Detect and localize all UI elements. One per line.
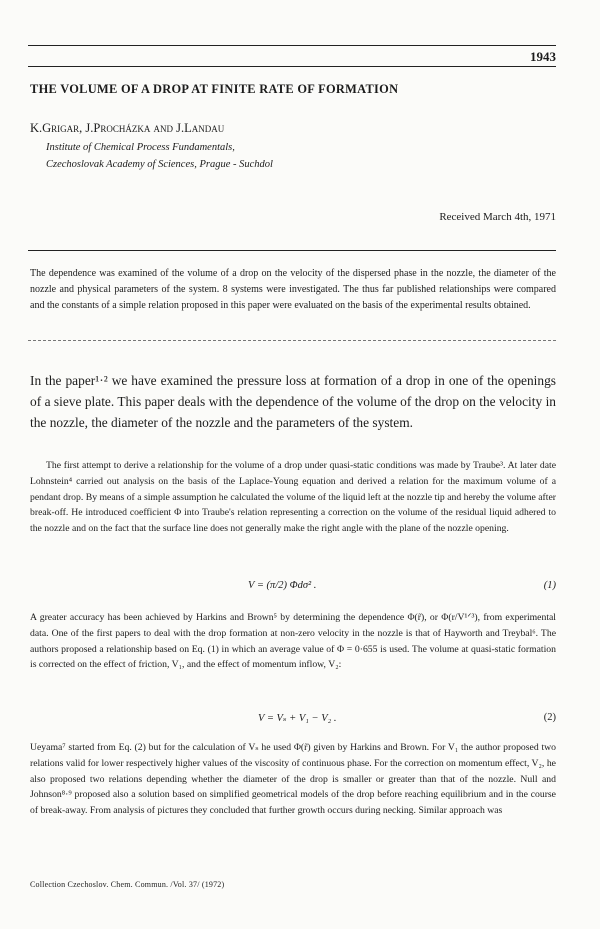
article-title: THE VOLUME OF A DROP AT FINITE RATE OF FORMATION (30, 82, 399, 96)
abstract-rule-bottom (28, 340, 556, 341)
received-date: Received March 4th, 1971 (439, 211, 556, 223)
header-rule-lower (28, 66, 556, 67)
intro-paragraph: In the paper¹·² we have examined the pressure loss at formation of a drop in one of the openings of a sieve plate. This paper deals with the dependence of the volume of the drop on the velocity in the nozzle, the diameter of the nozzle and the parameters of the system. (30, 373, 556, 430)
affiliation-line-1: Institute of Chemical Process Fundamentals, (46, 142, 235, 153)
article-authors: K.Grigar, J.Procházka and J.Landau (30, 121, 225, 135)
abstract: The dependence was examined of the volume of a drop on the velocity of the dispersed phase in the nozzle, the diameter of the nozzle and physical parameters of the system. 8 systems were investigated. The thus far published relationships were compared and the constants of a simple relation proposed in this paper were evaluated on the basis of the experimental results obtained. (30, 268, 556, 311)
equation-1-body: V = (π/2) Φdσ² . (248, 580, 317, 591)
affiliation-line-2: Czechoslovak Academy of Sciences, Prague - Suchdol (46, 159, 273, 170)
body-paragraph-2: A greater accuracy has been achieved by Harkins and Brown⁵ by determining the dependence Φ(r̃), or Φ(r/V¹ᐟ³), from experimental data. One of the first papers to deal with the drop formation at non-zero velocity in the nozzle is that of Hayworth and Treybal⁶. The authors proposed a relationship based on Eq. (1) in which an average value of Φ = 0·655 is used. The volume at quasi-static formation is corrected on the effect of friction, V₁, and the effect of momentum inflow, V₂: (30, 612, 556, 671)
body-paragraph-1: The first attempt to derive a relationship for the volume of a drop under quasi-static conditions was made by Traube³. At later date Lohnstein⁴ carried out analysis on the basis of the Laplace-Young equation and derived a relation for the maximum volume of a pendant drop. By means of a simple assumption he calculated the volume of the liquid left at the nozzle tip and hereby the volume after break-off. He introduced coefficient Φ into Traube's relation representing a correction on the volume of the residual liquid adhered to the nozzle and on the fact that the surface line does not generally make the right angle with the plane of the nozzle opening. (30, 460, 556, 535)
journal-citation: Collection Czechoslov. Chem. Commun. /Vol. 37/ (1972) (30, 880, 225, 889)
equation-1-number: (1) (543, 580, 556, 591)
header-rule (28, 45, 556, 46)
abstract-rule-top (28, 250, 556, 251)
equation-2-number: (2) (543, 712, 556, 723)
body-paragraph-3: Ueyama⁷ started from Eq. (2) but for the calculation of Vₛ he used Φ(r̃) given by Harkins and Brown. For V₁ the author proposed two relations valid for lower respectively higher values of the viscosity of continuous phase. For the correction on momentum effect, V₂, he also proposed two relations depending whether the diameter of the drop is smaller or greater than that of the nozzle. Null and Johnson⁸·⁹ proposed also a solution based on simplified geometrical models of the drop before reaching equilibrium and in the course of break-away. From analysis of pictures they concluded that further growth occurs during necking. Similar approach was (30, 742, 556, 817)
equation-2-body: V = Vₛ + V₁ − V₂ . (258, 713, 337, 724)
page-number: 1943 (530, 49, 556, 64)
